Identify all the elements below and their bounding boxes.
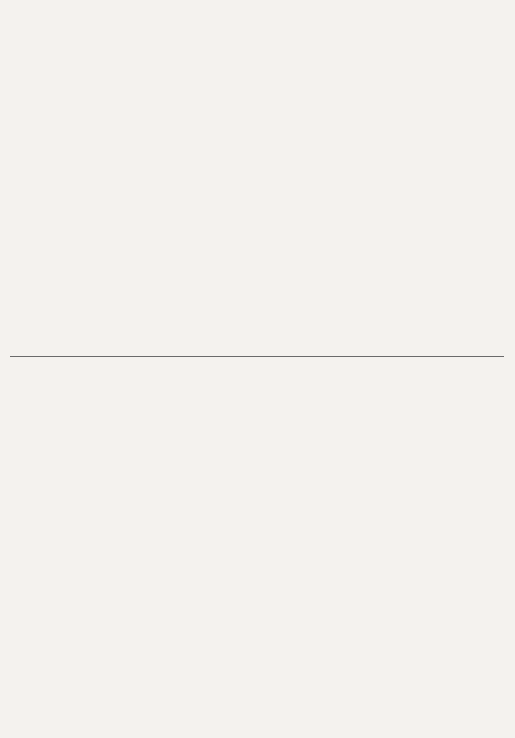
lower-text-block [12,372,502,690]
running-header [18,8,498,26]
upper-text-block [12,36,502,336]
section-divider [10,356,504,357]
